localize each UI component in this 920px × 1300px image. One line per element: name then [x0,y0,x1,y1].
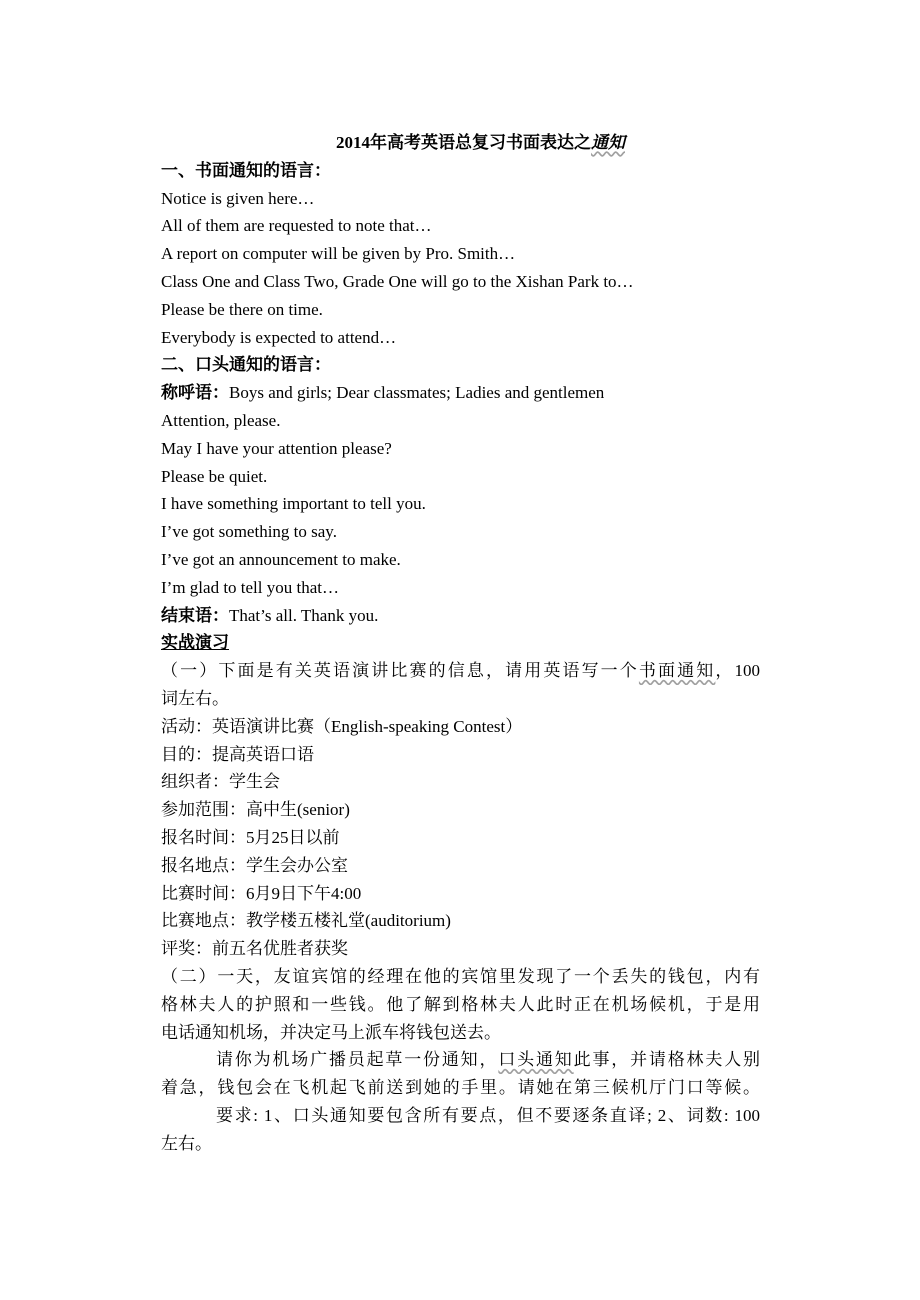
phrase-line: I’ve got an announcement to make. [161,549,401,569]
phrase-line: I have something important to tell you. [161,494,426,514]
task2-requirements-end: 左右。 [161,1133,212,1153]
task1-item: 比赛地点：教学楼五楼礼堂(auditorium) [161,911,451,931]
phrase-line: Please be there on time. [161,299,323,319]
task1-underlined: 书面通知 [638,661,716,681]
phrase-line: Please be quiet. [161,466,268,486]
task2-line: （二）一天，友谊宾馆的经理在他的宾馆里发现了一个丢失的钱包，内有 [161,966,760,986]
title-text: 2014年高考英语总复习书面表达之 [336,133,591,152]
task2-line: 格林夫人的护照和一些钱。他了解到格林夫人此时正在机场候机，于是用 [161,994,760,1014]
task1-item: 目的：提高英语口语 [161,744,314,764]
task1-text-end: ，100 [715,661,760,681]
task1-item: 报名地点：学生会办公室 [161,855,348,875]
task1-item: 活动：英语演讲比赛（English-speaking Contest） [161,716,523,736]
task1-line1 [161,657,760,685]
task2-line: 电话通知机场，并决定马上派车将钱包送去。 [161,1022,501,1042]
closing-label: 结束语： [161,605,229,625]
section1-heading: 一、书面通知的语言： [161,160,331,180]
greeting-label: 称呼语： [161,383,229,403]
task2-requirements: 要求: 1、口头通知要包含所有要点，但不要逐条直译; 2、词数: 100 [216,1105,760,1125]
phrase-line: Everybody is expected to attend… [161,327,397,347]
task1-item: 组织者：学生会 [161,772,280,792]
page-title [161,129,760,157]
task1-item: 比赛时间：6月9日下午4:00 [161,883,362,903]
task2-para2-line2: 着急，钱包会在飞机起飞前送到她的手里。请她在第三候机厅门口等候。 [161,1078,760,1098]
task2-para2-line1 [161,1046,760,1074]
phrase-line: Attention, please. [161,410,281,430]
phrase-line: May I have your attention please? [161,438,392,458]
phrase-line: A report on computer will be given by Pro. Smith… [161,244,516,264]
greeting-text: Boys and girls; Dear classmates; Ladies and gentlemen [229,383,605,403]
task2-text: 请你为机场广播员起草一份通知， [216,1050,499,1070]
practice-heading: 实战演习 [161,633,229,653]
phrase-line: I’m glad to tell you that… [161,577,339,597]
task1-item: 参加范围：高中生(senior) [161,800,350,820]
phrase-line: All of them are requested to note that… [161,216,432,236]
task1-item: 报名时间：5月25日以前 [161,827,340,847]
phrase-line: Notice is given here… [161,188,315,208]
closing-text: That’s all. Thank you. [229,605,379,625]
task2-text-end: 此事，并请格林夫人别 [573,1050,760,1070]
task1-line2: 词左右。 [161,688,229,708]
closing-line [161,602,760,630]
phrase-line: I’ve got something to say. [161,522,337,542]
phrase-line: Class One and Class Two, Grade One will go to the Xishan Park to… [161,271,634,291]
document-page [161,129,760,1157]
greeting-line [161,379,760,407]
task2-underlined: 口头通知 [498,1050,574,1070]
title-emphasis: 通知 [591,133,625,152]
section2-heading: 二、口头通知的语言： [161,355,331,375]
task1-item: 评奖：前五名优胜者获奖 [161,939,348,959]
task1-text: （一）下面是有关英语演讲比赛的信息，请用英语写一个 [161,661,639,681]
